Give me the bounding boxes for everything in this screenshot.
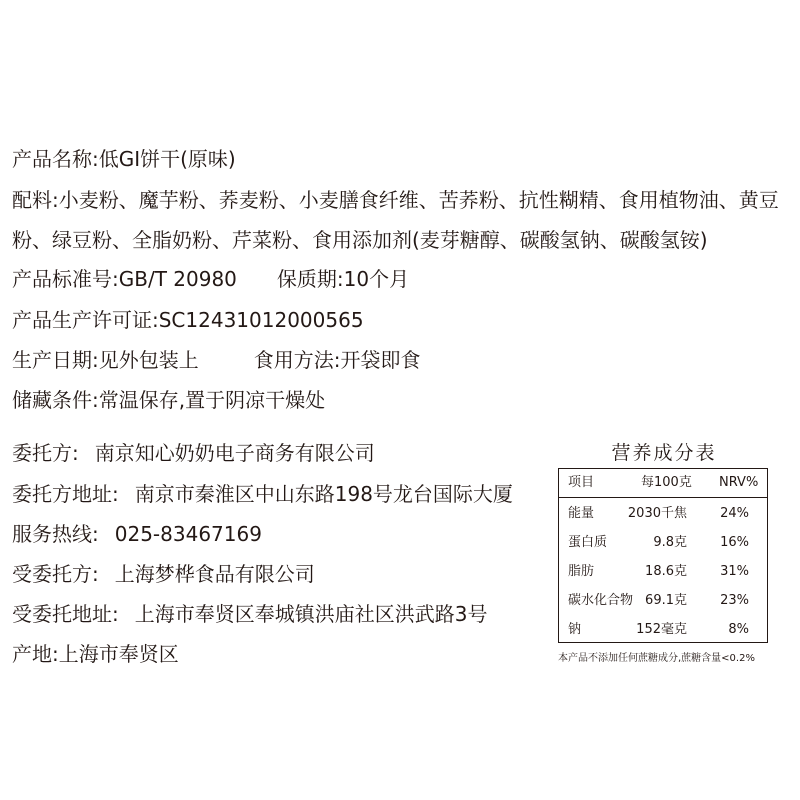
ingredients-line-2: 粉、绿豆粉、全脂奶粉、芹菜粉、食用添加剂(麦芽糖醇、碳酸氢钠、碳酸氢铵) xyxy=(12,228,708,252)
manufacturer-address-label: 受委托地址: xyxy=(12,602,119,626)
manufacturer-address-row xyxy=(12,602,487,626)
manufacturer-label: 受委托方: xyxy=(12,562,99,586)
product-standard: 产品标准号:GB/T 20980 xyxy=(12,267,237,291)
nutrition-per-100g: 69.1克 xyxy=(645,593,687,608)
shelf-life: 保质期:10个月 xyxy=(276,267,410,291)
nutrition-per-100g: 9.8克 xyxy=(653,535,687,550)
ingredients-line-1: 配料:小麦粉、魔芋粉、荞麦粉、小麦膳食纤维、苦荞粉、抗性糊精、食用植物油、黄豆 xyxy=(12,188,779,212)
client-address-row xyxy=(12,482,513,506)
nutrition-item: 蛋白质 xyxy=(568,535,608,550)
client-row xyxy=(12,441,375,465)
client-address-value: 南京市秦淮区中山东路198号龙台国际大厦 xyxy=(134,482,513,506)
nutrition-nrv: 23% xyxy=(720,593,749,608)
nutrition-nrv: 24% xyxy=(720,506,749,521)
nutrition-table-title: 营养成分表 xyxy=(611,442,717,464)
manufacturer-address-value: 上海市奉贤区奉城镇洪庙社区洪武路3号 xyxy=(134,602,488,626)
date-and-usage xyxy=(12,348,421,372)
usage-method: 食用方法:开袋即食 xyxy=(253,348,421,372)
nutrition-item: 钠 xyxy=(568,622,582,637)
hotline-value: 025-83467169 xyxy=(114,522,262,546)
client-address-label: 委托方地址: xyxy=(12,482,119,506)
production-license: 产品生产许可证:SC12431012000565 xyxy=(12,308,364,332)
nutrition-per-100g: 2030千焦 xyxy=(627,506,687,521)
header-nrv: NRV% xyxy=(719,475,759,490)
header-per-100g: 每100克 xyxy=(641,475,692,490)
header-item: 项目 xyxy=(568,475,595,490)
manufacturer-value: 上海梦桦食品有限公司 xyxy=(114,562,315,586)
hotline-row xyxy=(12,522,262,546)
origin: 产地:上海市奉贤区 xyxy=(12,642,179,666)
nutrition-item: 能量 xyxy=(568,506,595,521)
nutrition-nrv: 8% xyxy=(728,622,749,637)
production-date: 生产日期:见外包装上 xyxy=(12,348,199,372)
manufacturer-row xyxy=(12,562,315,586)
hotline-label: 服务热线: xyxy=(12,522,99,546)
client-label: 委托方: xyxy=(12,441,79,465)
standard-and-shelf-life xyxy=(12,267,409,291)
client-value: 南京知心奶奶电子商务有限公司 xyxy=(94,441,375,465)
nutrition-header-row xyxy=(559,469,767,498)
nutrition-table xyxy=(558,468,768,643)
storage-conditions: 储藏条件:常温保存,置于阴凉干燥处 xyxy=(12,388,326,412)
sugar-note: 本产品不添加任何蔗糖成分,蔗糖含量<0.2% xyxy=(558,653,755,664)
nutrition-per-100g: 152毫克 xyxy=(636,622,687,637)
nutrition-item: 脂肪 xyxy=(568,564,595,579)
nutrition-per-100g: 18.6克 xyxy=(645,564,687,579)
nutrition-item: 碳水化合物 xyxy=(568,593,634,608)
product-name: 产品名称:低GI饼干(原味) xyxy=(12,147,236,171)
nutrition-nrv: 31% xyxy=(720,564,749,579)
nutrition-nrv: 16% xyxy=(720,535,749,550)
